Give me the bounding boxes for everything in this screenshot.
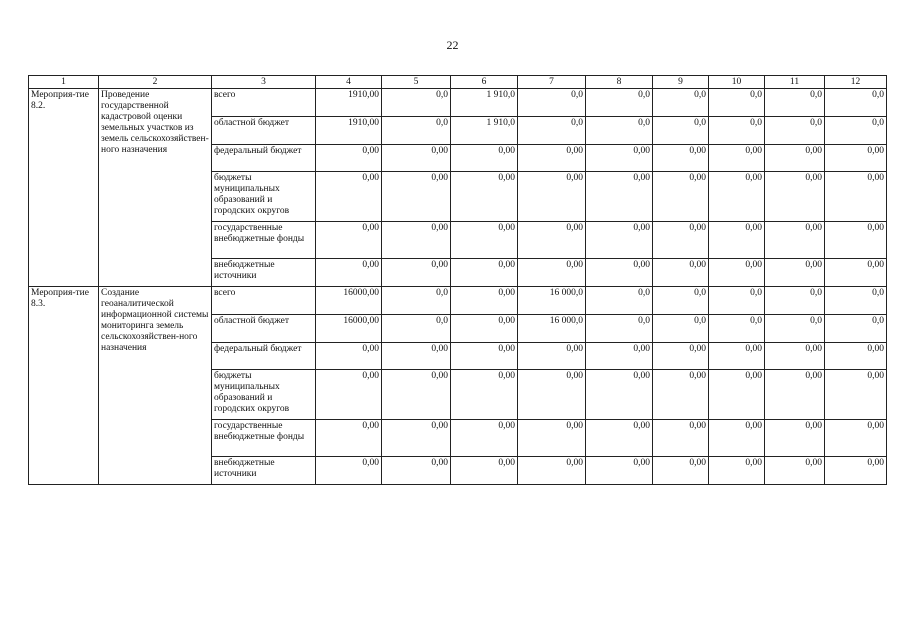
funding-source: бюджеты муниципальных образований и городских округов xyxy=(212,370,316,420)
amount-cell: 0,00 xyxy=(316,259,382,287)
amount-cell: 0,00 xyxy=(586,172,653,222)
amount-cell: 0,00 xyxy=(653,370,709,420)
amount-cell: 0,00 xyxy=(451,172,518,222)
column-header: 6 xyxy=(451,76,518,89)
amount-cell: 0,00 xyxy=(653,259,709,287)
amount-cell: 0,0 xyxy=(765,315,825,343)
amount-cell: 0,00 xyxy=(382,420,451,457)
activity-description: Проведение государственной кадастровой оценки земельных участков из земель сельскохозяйствен-ного назначения xyxy=(99,89,212,287)
amount-cell: 0,0 xyxy=(586,287,653,315)
amount-cell: 0,00 xyxy=(765,420,825,457)
amount-cell: 0,0 xyxy=(653,89,709,117)
amount-cell: 0,00 xyxy=(518,259,586,287)
activity-description: Создание геоаналитической информационной системы мониторинга земель сельскохозяйствен-ного назначения xyxy=(99,287,212,485)
amount-cell: 0,0 xyxy=(709,117,765,145)
amount-cell: 0,00 xyxy=(382,343,451,370)
funding-source: государственные внебюджетные фонды xyxy=(212,420,316,457)
amount-cell: 0,0 xyxy=(765,117,825,145)
amount-cell: 0,00 xyxy=(451,420,518,457)
funding-source: областной бюджет xyxy=(212,315,316,343)
amount-cell: 1910,00 xyxy=(316,117,382,145)
activity-code: Мероприя-тие 8.2. xyxy=(29,89,99,287)
amount-cell: 0,0 xyxy=(586,89,653,117)
amount-cell: 0,00 xyxy=(825,370,887,420)
amount-cell: 1 910,0 xyxy=(451,117,518,145)
amount-cell: 1910,00 xyxy=(316,89,382,117)
amount-cell: 0,00 xyxy=(451,222,518,259)
amount-cell: 0,00 xyxy=(586,420,653,457)
amount-cell: 0,00 xyxy=(653,222,709,259)
amount-cell: 0,00 xyxy=(653,343,709,370)
amount-cell: 0,0 xyxy=(709,315,765,343)
amount-cell: 0,0 xyxy=(518,89,586,117)
amount-cell: 0,00 xyxy=(316,222,382,259)
table-row xyxy=(29,89,887,117)
funding-source: всего xyxy=(212,89,316,117)
amount-cell: 1 910,0 xyxy=(451,89,518,117)
amount-cell: 0,00 xyxy=(382,370,451,420)
amount-cell: 0,00 xyxy=(825,145,887,172)
table-row xyxy=(29,287,887,315)
column-header: 3 xyxy=(212,76,316,89)
funding-source: бюджеты муниципальных образований и городских округов xyxy=(212,172,316,222)
amount-cell: 0,0 xyxy=(765,287,825,315)
amount-cell: 0,00 xyxy=(709,370,765,420)
amount-cell: 0,00 xyxy=(518,222,586,259)
amount-cell: 0,0 xyxy=(825,89,887,117)
amount-cell: 0,00 xyxy=(765,259,825,287)
amount-cell: 0,00 xyxy=(316,343,382,370)
amount-cell: 0,00 xyxy=(653,172,709,222)
column-header: 9 xyxy=(653,76,709,89)
amount-cell: 0,00 xyxy=(382,457,451,485)
amount-cell: 0,00 xyxy=(518,172,586,222)
column-header: 4 xyxy=(316,76,382,89)
amount-cell: 0,0 xyxy=(709,287,765,315)
amount-cell: 0,00 xyxy=(765,370,825,420)
amount-cell: 0,0 xyxy=(653,117,709,145)
amount-cell: 0,00 xyxy=(316,370,382,420)
amount-cell: 0,00 xyxy=(586,145,653,172)
amount-cell: 0,00 xyxy=(316,457,382,485)
amount-cell: 0,0 xyxy=(586,315,653,343)
amount-cell: 0,00 xyxy=(316,172,382,222)
amount-cell: 0,00 xyxy=(451,370,518,420)
amount-cell: 0,0 xyxy=(765,89,825,117)
funding-source: областной бюджет xyxy=(212,117,316,145)
amount-cell: 0,00 xyxy=(765,145,825,172)
amount-cell: 0,00 xyxy=(825,343,887,370)
amount-cell: 0,00 xyxy=(709,145,765,172)
amount-cell: 0,00 xyxy=(382,259,451,287)
amount-cell: 0,00 xyxy=(382,172,451,222)
amount-cell: 0,00 xyxy=(451,145,518,172)
amount-cell: 0,00 xyxy=(316,145,382,172)
amount-cell: 16000,00 xyxy=(316,315,382,343)
amount-cell: 0,00 xyxy=(653,145,709,172)
column-header: 8 xyxy=(586,76,653,89)
amount-cell: 0,00 xyxy=(709,343,765,370)
amount-cell: 0,0 xyxy=(825,287,887,315)
amount-cell: 0,00 xyxy=(382,145,451,172)
amount-cell: 0,00 xyxy=(765,343,825,370)
activity-code: Мероприя-тие 8.3. xyxy=(29,287,99,485)
column-header: 5 xyxy=(382,76,451,89)
funding-source: внебюджетные источники xyxy=(212,457,316,485)
amount-cell: 0,00 xyxy=(451,259,518,287)
amount-cell: 16 000,0 xyxy=(518,315,586,343)
amount-cell: 0,0 xyxy=(586,117,653,145)
header-row xyxy=(29,76,887,89)
amount-cell: 0,0 xyxy=(382,89,451,117)
column-header: 11 xyxy=(765,76,825,89)
amount-cell: 0,00 xyxy=(653,420,709,457)
amount-cell: 0,00 xyxy=(518,457,586,485)
amount-cell: 0,0 xyxy=(825,315,887,343)
amount-cell: 0,00 xyxy=(586,343,653,370)
amount-cell: 0,0 xyxy=(825,117,887,145)
amount-cell: 0,00 xyxy=(765,172,825,222)
funding-source: федеральный бюджет xyxy=(212,145,316,172)
amount-cell: 0,00 xyxy=(586,457,653,485)
amount-cell: 0,00 xyxy=(765,457,825,485)
budget-table xyxy=(28,75,887,485)
amount-cell: 0,0 xyxy=(382,287,451,315)
amount-cell: 0,00 xyxy=(825,172,887,222)
amount-cell: 0,0 xyxy=(653,315,709,343)
amount-cell: 0,00 xyxy=(709,172,765,222)
amount-cell: 16000,00 xyxy=(316,287,382,315)
column-header: 10 xyxy=(709,76,765,89)
amount-cell: 0,00 xyxy=(825,457,887,485)
amount-cell: 0,00 xyxy=(451,287,518,315)
amount-cell: 0,00 xyxy=(586,370,653,420)
amount-cell: 0,00 xyxy=(451,343,518,370)
amount-cell: 0,00 xyxy=(653,457,709,485)
amount-cell: 0,00 xyxy=(586,259,653,287)
column-header: 2 xyxy=(99,76,212,89)
amount-cell: 0,00 xyxy=(825,259,887,287)
amount-cell: 16 000,0 xyxy=(518,287,586,315)
amount-cell: 0,0 xyxy=(653,287,709,315)
amount-cell: 0,0 xyxy=(382,315,451,343)
amount-cell: 0,00 xyxy=(765,222,825,259)
amount-cell: 0,00 xyxy=(709,457,765,485)
amount-cell: 0,00 xyxy=(518,343,586,370)
amount-cell: 0,0 xyxy=(382,117,451,145)
amount-cell: 0,00 xyxy=(451,315,518,343)
amount-cell: 0,0 xyxy=(518,117,586,145)
amount-cell: 0,00 xyxy=(518,370,586,420)
amount-cell: 0,00 xyxy=(451,457,518,485)
column-header: 1 xyxy=(29,76,99,89)
funding-source: всего xyxy=(212,287,316,315)
column-header: 7 xyxy=(518,76,586,89)
amount-cell: 0,00 xyxy=(518,145,586,172)
amount-cell: 0,00 xyxy=(518,420,586,457)
amount-cell: 0,00 xyxy=(709,222,765,259)
amount-cell: 0,00 xyxy=(825,420,887,457)
page-number: 22 xyxy=(446,38,459,52)
amount-cell: 0,00 xyxy=(709,259,765,287)
amount-cell: 0,00 xyxy=(316,420,382,457)
amount-cell: 0,0 xyxy=(709,89,765,117)
amount-cell: 0,00 xyxy=(709,420,765,457)
amount-cell: 0,00 xyxy=(586,222,653,259)
funding-source: федеральный бюджет xyxy=(212,343,316,370)
amount-cell: 0,00 xyxy=(825,222,887,259)
amount-cell: 0,00 xyxy=(382,222,451,259)
funding-source: внебюджетные источники xyxy=(212,259,316,287)
column-header: 12 xyxy=(825,76,887,89)
funding-source: государственные внебюджетные фонды xyxy=(212,222,316,259)
